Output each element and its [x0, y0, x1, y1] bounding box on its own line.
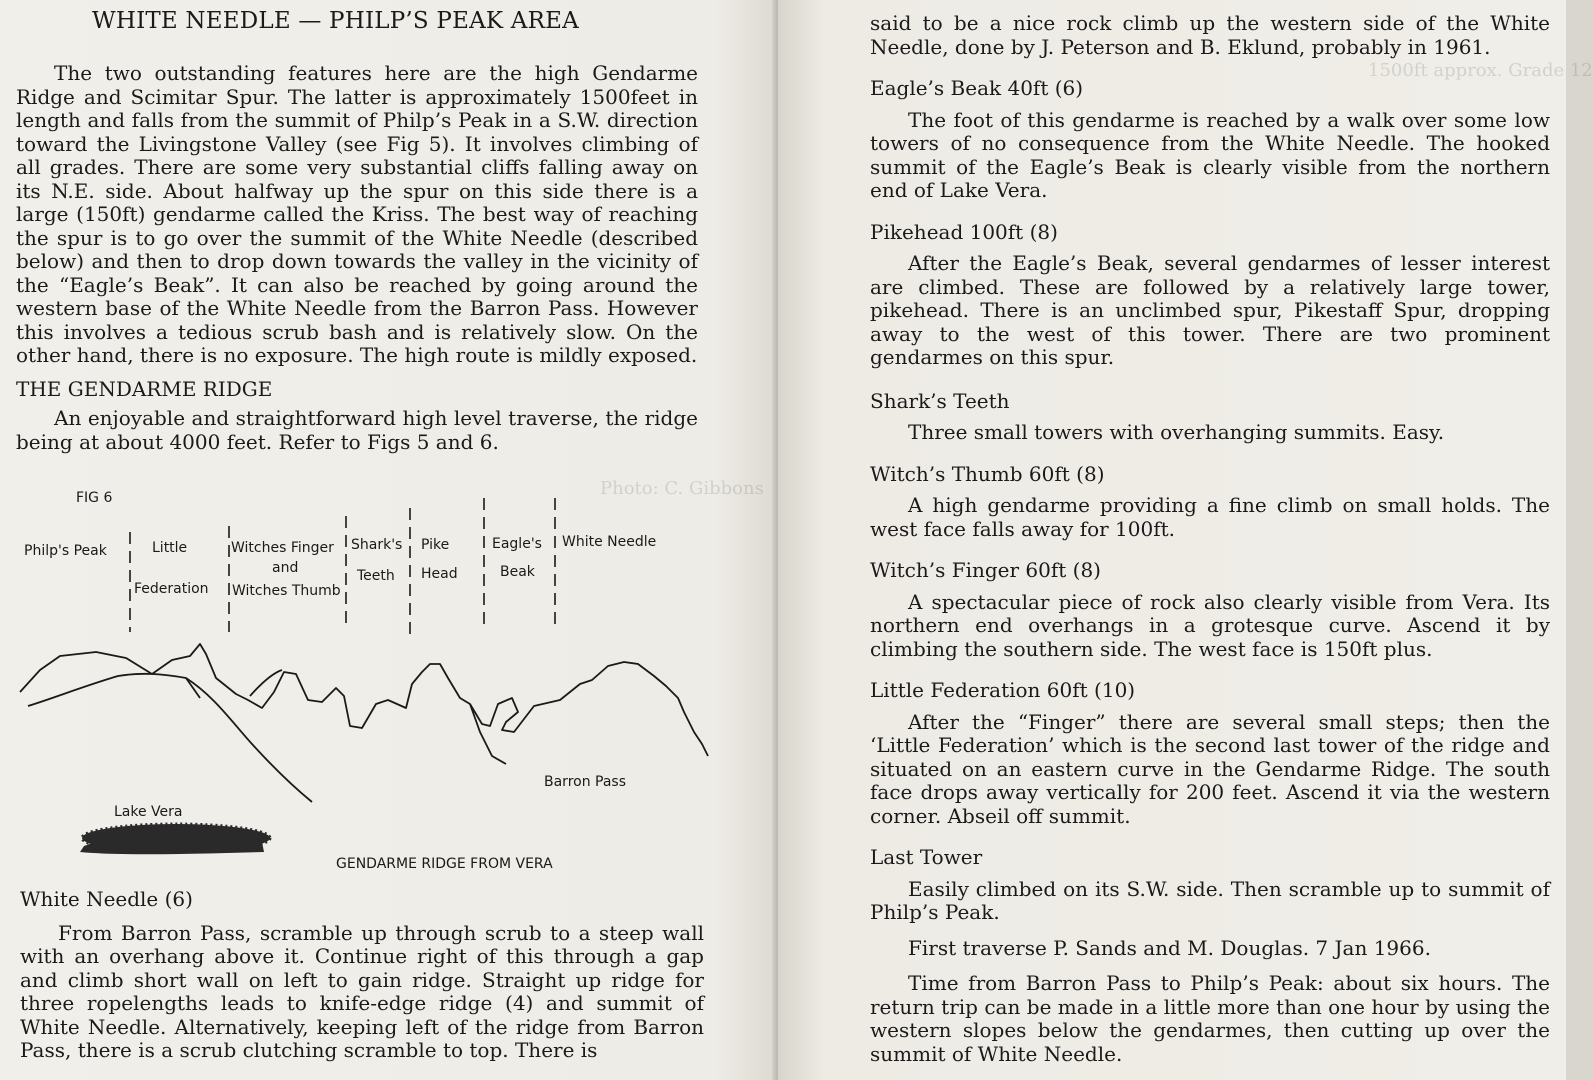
gendarme-ridge-diagram [14, 486, 714, 882]
ridge-paragraph: An enjoyable and straightforward high level traverse, the ridge being at about 4000 feet. Refer to Figs 5 and 6. [16, 406, 698, 454]
page-title: WHITE NEEDLE — PHILP’S PEAK AREA [92, 8, 579, 34]
first-traverse-line: First traverse P. Sands and M. Douglas. 7 Jan 1966. [908, 935, 1431, 960]
bleed-through-text: Photo: C. Gibbons [600, 478, 764, 499]
left-page [0, 0, 778, 1080]
continued-paragraph: said to be a nice rock climb up the western side of the White Needle, done by J. Peterson and B. Eklund, probably in 1961. [870, 11, 1550, 59]
sharks-teeth-paragraph: Three small towers with overhanging summits. Easy. [908, 420, 1445, 444]
left-text-column [16, 62, 698, 454]
label-and: and [272, 560, 299, 576]
lake-vera [80, 824, 270, 854]
witchs-finger-heading: Witch’s Finger 60ft (8) [870, 558, 1101, 582]
label-witches-thumb: Witches Thumb [232, 583, 341, 599]
little-federation-paragraph: After the “Finger” there are several small steps; then the ‘Little Federation’ which is the second last tower of the ridge and situated on an eastern curve in the Gendarme Ridge. The south face drops away vertically for 200 feet. Ascend it via the western corner. Abseil off summit. [870, 709, 1550, 828]
label-sharks: Shark's [351, 537, 403, 553]
right-page [778, 0, 1593, 1080]
peak-divider-lines [130, 498, 555, 636]
figure-caption: GENDARME RIDGE FROM VERA [336, 856, 553, 872]
white-needle-heading: White Needle (6) [20, 887, 193, 911]
label-federation: Federation [134, 581, 209, 597]
little-federation-heading: Little Federation 60ft (10) [870, 678, 1136, 702]
last-tower-heading: Last Tower [870, 845, 983, 869]
witchs-finger-paragraph: A spectacular piece of rock also clearly visible from Vera. Its northern end overhangs in a grotesque curve. Ascend it by climbing the southern side. The west face is 150ft plus. [870, 589, 1550, 661]
bleed-through-text-2: 1500ft approx. Grade 12 [1368, 60, 1593, 81]
time-paragraph: Time from Barron Pass to Philp’s Peak: about six hours. The return trip can be made in a little more than one hour by using the western slopes below the gendarmes, then cutting up over the summit of White Needle. [870, 971, 1550, 1066]
witchs-thumb-paragraph: A high gendarme providing a fine climb on small holds. The west face falls away for 100ft. [870, 493, 1550, 541]
gendarme-ridge-heading: THE GENDARME RIDGE [16, 376, 273, 401]
barron-pass-label: Barron Pass [544, 774, 627, 790]
eagles-beak-heading: Eagle’s Beak 40ft (6) [870, 76, 1084, 100]
eagles-beak-paragraph: The foot of this gendarme is reached by a walk over some low towers of no consequence from the White Needle. The hooked summit of the Eagle’s Beak is clearly visible from the northern end of Lake Vera. [870, 107, 1550, 202]
pikehead-paragraph: After the Eagle’s Beak, several gendarmes of lesser interest are climbed. These are followed by a relatively large tower, pikehead. There is an unclimbed spur, Pikestaff Spur, dropping away to the west of this tower. There are two prominent gendarmes on this spur. [870, 251, 1550, 369]
last-tower-paragraph: Easily climbed on its S.W. side. Then scramble up to summit of Philp’s Peak. [870, 876, 1550, 924]
sharks-teeth-heading: Shark’s Teeth [870, 388, 1010, 413]
white-needle-section [20, 888, 704, 1063]
lake-vera-label: Lake Vera [114, 804, 183, 820]
label-head: Head [421, 566, 458, 582]
label-little: Little [152, 540, 188, 556]
label-philps-peak: Philp's Peak [24, 543, 107, 559]
label-teeth: Teeth [357, 568, 395, 584]
fig-label: FIG 6 [76, 490, 113, 506]
label-white-needle: White Needle [562, 534, 657, 550]
pikehead-heading: Pikehead 100ft (8) [870, 219, 1058, 244]
right-text-column [870, 12, 1550, 1066]
witchs-thumb-heading: Witch’s Thumb 60ft (8) [870, 461, 1105, 486]
label-beak: Beak [500, 564, 535, 580]
label-pike: Pike [421, 537, 450, 553]
white-needle-paragraph: From Barron Pass, scramble up through scrub to a steep wall with an overhang above it. Continue right of this through a gap and climb short wall on left to gain ridge. Straight up ridge for three ropelengths leads to knife-edge ridge (4) and summit of White Needle. Alternatively, keeping left of the ridge from Barron Pass, there is a scrub clutching scramble to top. There is [20, 920, 704, 1062]
label-witches-finger: Witches Finger [231, 540, 334, 556]
label-eagles: Eagle's [492, 536, 542, 552]
intro-paragraph: The two outstanding features here are the high Gendarme Ridge and Scimitar Spur. The latter is approximately 1500feet in length and falls from the summit of Philp’s Peak in a S.W. direction toward the Livingstone Valley (see Fig 5). It involves climbing of all grades. There are some very substantial cliffs falling away on its N.E. side. About halfway up the spur on this side there is a large (150ft) gendarme called the Kriss. The best way of reaching the spur is to go over the summit of the White Needle (described below) and then to drop down towards the valley in the vicinity of the “Eagle’s Beak”. It can also be reached by going around the western base of the White Needle from the Barron Pass. However this involves a tedious scrub bash and is relatively slow. On the other hand, there is no exposure. The high route is mildly exposed. [16, 61, 698, 367]
